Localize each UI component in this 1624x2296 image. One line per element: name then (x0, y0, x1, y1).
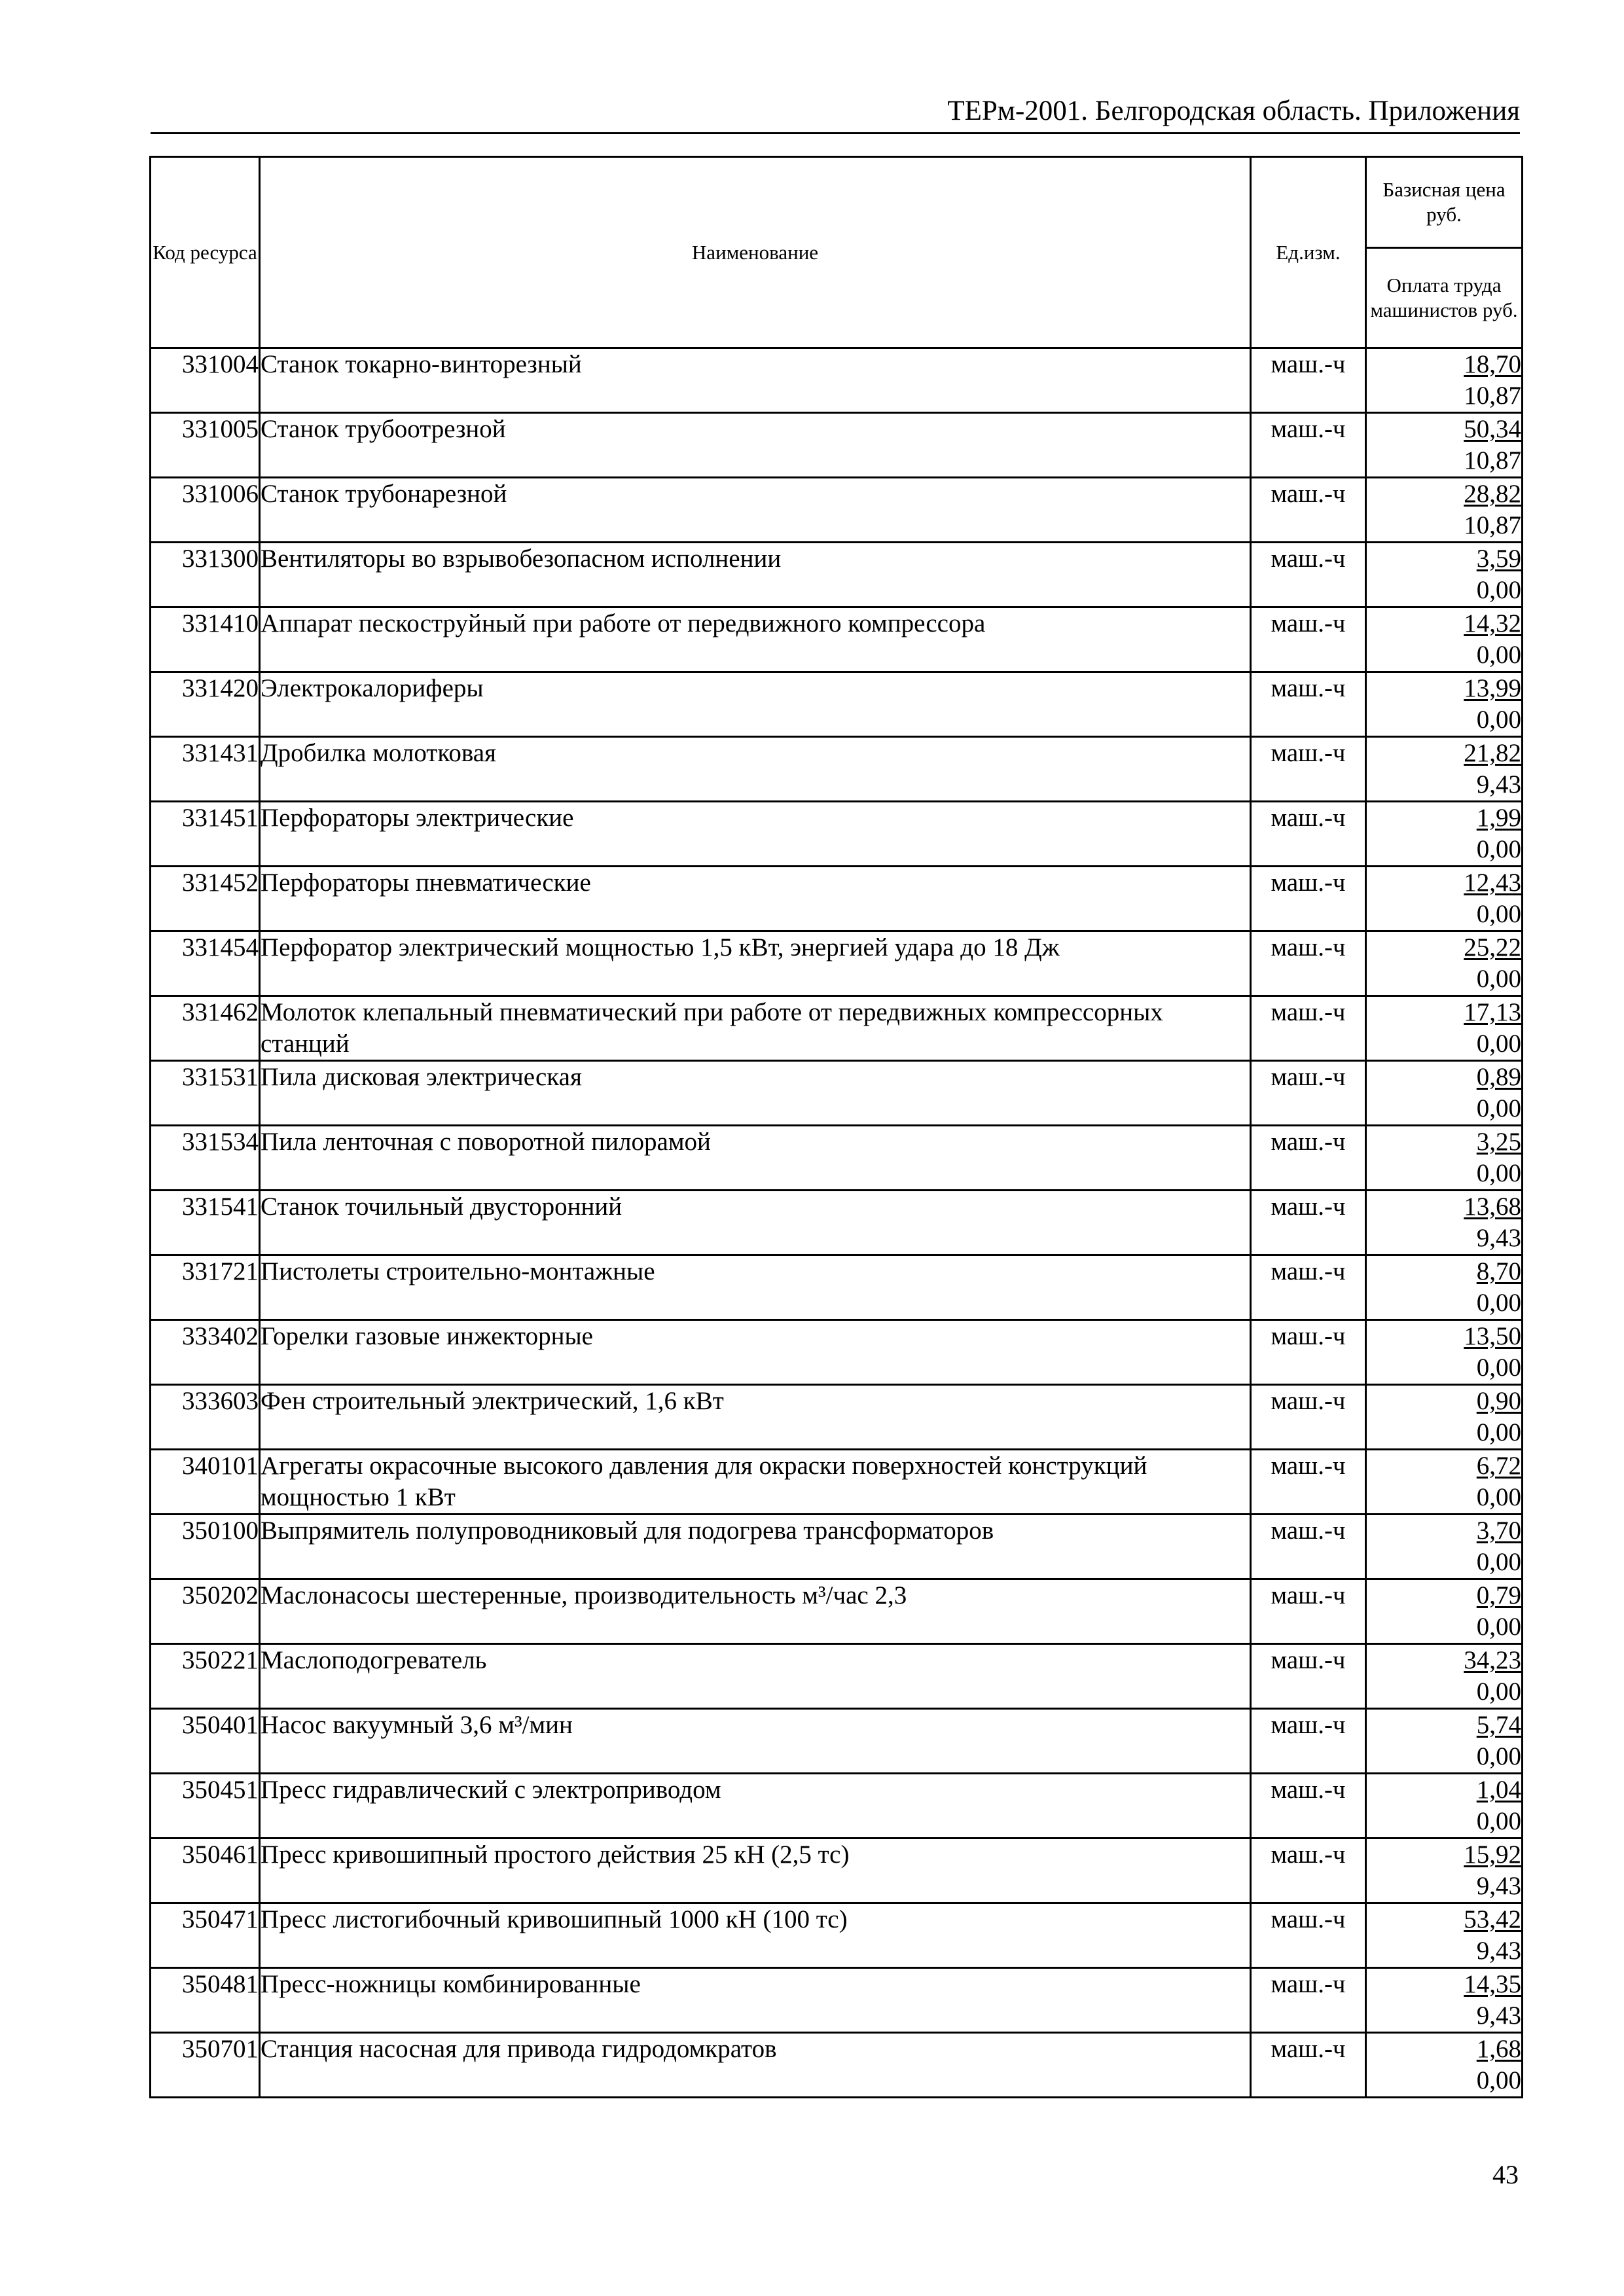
resource-code-cell: 350100 (151, 1515, 260, 1579)
operator-wage: 9,43 (1476, 770, 1521, 798)
table-header (151, 157, 1523, 348)
resource-code-cell: 333402 (151, 1320, 260, 1385)
unit-cell: маш.-ч (1251, 1515, 1366, 1579)
resource-code-cell: 350701 (151, 2033, 260, 2098)
resource-name-cell: Аппарат пескоструйный при работе от передвижного компрессора (260, 607, 1251, 672)
resource-code-cell: 331420 (151, 672, 260, 737)
page-number: 43 (1492, 2160, 1519, 2189)
table-row (151, 672, 1523, 737)
unit-cell: маш.-ч (1251, 1968, 1366, 2033)
base-price: 6,72 (1476, 1452, 1521, 1480)
resource-code-cell: 331410 (151, 607, 260, 672)
operator-wage: 9,43 (1476, 2001, 1521, 2030)
resource-code-cell: 331431 (151, 737, 260, 802)
table-row (151, 543, 1523, 607)
price-cell (1366, 2033, 1523, 2098)
resource-code-cell: 331454 (151, 931, 260, 996)
column-header-operator-wage: Оплата труда машинистов руб. (1366, 248, 1523, 348)
table-row (151, 1709, 1523, 1774)
base-price: 50,34 (1464, 415, 1521, 443)
base-price: 1,99 (1476, 804, 1521, 832)
resource-code-cell: 333603 (151, 1385, 260, 1450)
base-price: 14,35 (1464, 1970, 1521, 1998)
resource-code-cell: 350461 (151, 1839, 260, 1903)
resource-code-cell: 350401 (151, 1709, 260, 1774)
table-body (151, 348, 1523, 2098)
resource-code-cell: 340101 (151, 1450, 260, 1515)
unit-cell: маш.-ч (1251, 1061, 1366, 1126)
base-price: 14,32 (1464, 609, 1521, 637)
unit-cell: маш.-ч (1251, 1709, 1366, 1774)
resource-code-cell: 331006 (151, 478, 260, 543)
base-price: 8,70 (1476, 1257, 1521, 1285)
table-row (151, 737, 1523, 802)
resource-code-cell: 331534 (151, 1126, 260, 1191)
operator-wage: 0,00 (1476, 900, 1521, 928)
base-price: 13,68 (1464, 1193, 1521, 1221)
resource-name-cell: Пресс кривошипный простого действия 25 кН (2,5 тс) (260, 1839, 1251, 1903)
price-cell (1366, 672, 1523, 737)
price-cell (1366, 607, 1523, 672)
operator-wage: 0,00 (1476, 965, 1521, 993)
column-header-unit: Ед.изм. (1251, 157, 1366, 348)
unit-cell: маш.-ч (1251, 1385, 1366, 1450)
unit-cell: маш.-ч (1251, 867, 1366, 931)
unit-cell: маш.-ч (1251, 607, 1366, 672)
resource-name-cell: Перфораторы пневматические (260, 867, 1251, 931)
price-cell (1366, 737, 1523, 802)
resource-code-cell: 331462 (151, 996, 260, 1061)
resource-name-cell: Перфораторы электрические (260, 802, 1251, 867)
base-price: 1,68 (1476, 2035, 1521, 2063)
price-cell (1366, 1903, 1523, 1968)
resource-name-cell: Дробилка молотковая (260, 737, 1251, 802)
column-header-base-price: Базисная цена руб. (1366, 157, 1523, 248)
table-row (151, 1255, 1523, 1320)
unit-cell: маш.-ч (1251, 1644, 1366, 1709)
base-price: 15,92 (1464, 1840, 1521, 1869)
resource-code-cell: 331721 (151, 1255, 260, 1320)
price-cell (1366, 1255, 1523, 1320)
price-cell (1366, 867, 1523, 931)
operator-wage: 0,00 (1476, 1418, 1521, 1446)
base-price: 28,82 (1464, 480, 1521, 508)
price-cell (1366, 1385, 1523, 1450)
resource-code-cell: 331004 (151, 348, 260, 413)
resource-name-cell: Пресс листогибочный кривошипный 1000 кН (100 тс) (260, 1903, 1251, 1968)
base-price: 12,43 (1464, 869, 1521, 897)
resource-name-cell: Выпрямитель полупроводниковый для подогрева трансформаторов (260, 1515, 1251, 1579)
unit-cell: маш.-ч (1251, 1255, 1366, 1320)
price-cell (1366, 543, 1523, 607)
operator-wage: 10,87 (1464, 446, 1521, 475)
resource-code-cell: 331451 (151, 802, 260, 867)
price-cell (1366, 1709, 1523, 1774)
operator-wage: 0,00 (1476, 835, 1521, 863)
operator-wage: 10,87 (1464, 511, 1521, 539)
operator-wage: 0,00 (1476, 706, 1521, 734)
table-row (151, 802, 1523, 867)
base-price: 3,59 (1476, 545, 1521, 573)
resource-code-cell: 331541 (151, 1191, 260, 1255)
table-row (151, 1191, 1523, 1255)
resource-name-cell: Фен строительный электрический, 1,6 кВт (260, 1385, 1251, 1450)
operator-wage: 0,00 (1476, 1677, 1521, 1706)
resource-name-cell: Насос вакуумный 3,6 м³/мин (260, 1709, 1251, 1774)
resource-name-cell: Пресс гидравлический с электроприводом (260, 1774, 1251, 1839)
price-cell (1366, 1061, 1523, 1126)
resource-name-cell: Станок трубоотрезной (260, 413, 1251, 478)
column-header-name: Наименование (260, 157, 1251, 348)
base-price: 1,04 (1476, 1776, 1521, 1804)
operator-wage: 0,00 (1476, 1159, 1521, 1187)
column-header-code: Код ресурса (151, 157, 260, 348)
unit-cell: маш.-ч (1251, 1903, 1366, 1968)
resource-name-cell: Станок токарно-винторезный (260, 348, 1251, 413)
resource-name-cell: Станок трубонарезной (260, 478, 1251, 543)
price-cell (1366, 1320, 1523, 1385)
base-price: 34,23 (1464, 1646, 1521, 1674)
price-cell (1366, 413, 1523, 478)
resource-code-cell: 350451 (151, 1774, 260, 1839)
resource-code-cell: 331005 (151, 413, 260, 478)
table-row (151, 413, 1523, 478)
operator-wage: 9,43 (1476, 1224, 1521, 1252)
unit-cell: маш.-ч (1251, 478, 1366, 543)
base-price: 13,99 (1464, 674, 1521, 702)
resource-name-cell: Агрегаты окрасочные высокого давления для окраски поверхностей конструкций мощностью 1 кВт (260, 1450, 1251, 1515)
base-price: 0,90 (1476, 1387, 1521, 1415)
base-price: 17,13 (1464, 998, 1521, 1026)
resource-code-cell: 331531 (151, 1061, 260, 1126)
resource-name-cell: Пистолеты строительно-монтажные (260, 1255, 1251, 1320)
operator-wage: 0,00 (1476, 1483, 1521, 1511)
price-cell (1366, 478, 1523, 543)
resource-code-cell: 350471 (151, 1903, 260, 1968)
operator-wage: 0,00 (1476, 1807, 1521, 1835)
price-cell (1366, 1450, 1523, 1515)
operator-wage: 0,00 (1476, 1354, 1521, 1382)
operator-wage: 0,00 (1476, 1548, 1521, 1576)
price-cell (1366, 348, 1523, 413)
table-row (151, 1968, 1523, 2033)
table-row (151, 1320, 1523, 1385)
price-cell (1366, 1644, 1523, 1709)
base-price: 3,70 (1476, 1516, 1521, 1545)
operator-wage: 0,00 (1476, 576, 1521, 604)
table-row (151, 1903, 1523, 1968)
base-price: 0,79 (1476, 1581, 1521, 1609)
table-row (151, 2033, 1523, 2098)
unit-cell: маш.-ч (1251, 413, 1366, 478)
unit-cell: маш.-ч (1251, 1774, 1366, 1839)
price-cell (1366, 1839, 1523, 1903)
unit-cell: маш.-ч (1251, 348, 1366, 413)
unit-cell: маш.-ч (1251, 1839, 1366, 1903)
resource-code-cell: 331452 (151, 867, 260, 931)
resource-code-cell: 350202 (151, 1579, 260, 1644)
table-row (151, 1839, 1523, 1903)
base-price: 53,42 (1464, 1905, 1521, 1933)
table-row (151, 1126, 1523, 1191)
table-row (151, 478, 1523, 543)
base-price: 25,22 (1464, 933, 1521, 961)
unit-cell: маш.-ч (1251, 931, 1366, 996)
price-cell (1366, 1968, 1523, 2033)
unit-cell: маш.-ч (1251, 996, 1366, 1061)
page-header: ТЕРм-2001. Белгородская область. Приложения (151, 92, 1520, 134)
price-table (149, 156, 1523, 2098)
operator-wage: 10,87 (1464, 382, 1521, 410)
price-cell (1366, 1579, 1523, 1644)
table-row (151, 996, 1523, 1061)
table-row (151, 1385, 1523, 1450)
base-price: 0,89 (1476, 1063, 1521, 1091)
base-price: 5,74 (1476, 1711, 1521, 1739)
unit-cell: маш.-ч (1251, 737, 1366, 802)
operator-wage: 0,00 (1476, 1613, 1521, 1641)
operator-wage: 0,00 (1476, 2066, 1521, 2094)
unit-cell: маш.-ч (1251, 802, 1366, 867)
resource-name-cell: Перфоратор электрический мощностью 1,5 кВт, энергией удара до 18 Дж (260, 931, 1251, 996)
table-row (151, 1061, 1523, 1126)
table-row (151, 607, 1523, 672)
table-row (151, 1644, 1523, 1709)
unit-cell: маш.-ч (1251, 1126, 1366, 1191)
unit-cell: маш.-ч (1251, 1450, 1366, 1515)
base-price: 18,70 (1464, 350, 1521, 378)
table-row (151, 1450, 1523, 1515)
unit-cell: маш.-ч (1251, 1579, 1366, 1644)
price-cell (1366, 1126, 1523, 1191)
resource-name-cell: Маслоподогреватель (260, 1644, 1251, 1709)
unit-cell: маш.-ч (1251, 672, 1366, 737)
resource-name-cell: Маслонасосы шестеренные, производительность м³/час 2,3 (260, 1579, 1251, 1644)
price-cell (1366, 1515, 1523, 1579)
table-row (151, 931, 1523, 996)
price-cell (1366, 931, 1523, 996)
resource-name-cell: Горелки газовые инжекторные (260, 1320, 1251, 1385)
unit-cell: маш.-ч (1251, 2033, 1366, 2098)
table-row (151, 867, 1523, 931)
table-row (151, 1774, 1523, 1839)
resource-code-cell: 350221 (151, 1644, 260, 1709)
resource-name-cell: Пила дисковая электрическая (260, 1061, 1251, 1126)
operator-wage: 0,00 (1476, 641, 1521, 669)
resource-code-cell: 350481 (151, 1968, 260, 2033)
resource-name-cell: Молоток клепальный пневматический при работе от передвижных компрессорных станций (260, 996, 1251, 1061)
price-cell (1366, 1774, 1523, 1839)
price-cell (1366, 1191, 1523, 1255)
table-row (151, 1579, 1523, 1644)
resource-name-cell: Станок точильный двусторонний (260, 1191, 1251, 1255)
table-row (151, 348, 1523, 413)
base-price: 3,25 (1476, 1128, 1521, 1156)
operator-wage: 0,00 (1476, 1094, 1521, 1122)
operator-wage: 9,43 (1476, 1872, 1521, 1900)
operator-wage: 0,00 (1476, 1030, 1521, 1058)
resource-name-cell: Пресс-ножницы комбинированные (260, 1968, 1251, 2033)
resource-name-cell: Станция насосная для привода гидродомкратов (260, 2033, 1251, 2098)
resource-code-cell: 331300 (151, 543, 260, 607)
price-cell (1366, 996, 1523, 1061)
resource-name-cell: Вентиляторы во взрывобезопасном исполнении (260, 543, 1251, 607)
operator-wage: 9,43 (1476, 1937, 1521, 1965)
operator-wage: 0,00 (1476, 1742, 1521, 1770)
table-row (151, 1515, 1523, 1579)
resource-name-cell: Электрокалориферы (260, 672, 1251, 737)
price-cell (1366, 802, 1523, 867)
base-price: 21,82 (1464, 739, 1521, 767)
operator-wage: 0,00 (1476, 1289, 1521, 1317)
unit-cell: маш.-ч (1251, 1320, 1366, 1385)
resource-name-cell: Пила ленточная с поворотной пилорамой (260, 1126, 1251, 1191)
unit-cell: маш.-ч (1251, 1191, 1366, 1255)
base-price: 13,50 (1464, 1322, 1521, 1350)
unit-cell: маш.-ч (1251, 543, 1366, 607)
